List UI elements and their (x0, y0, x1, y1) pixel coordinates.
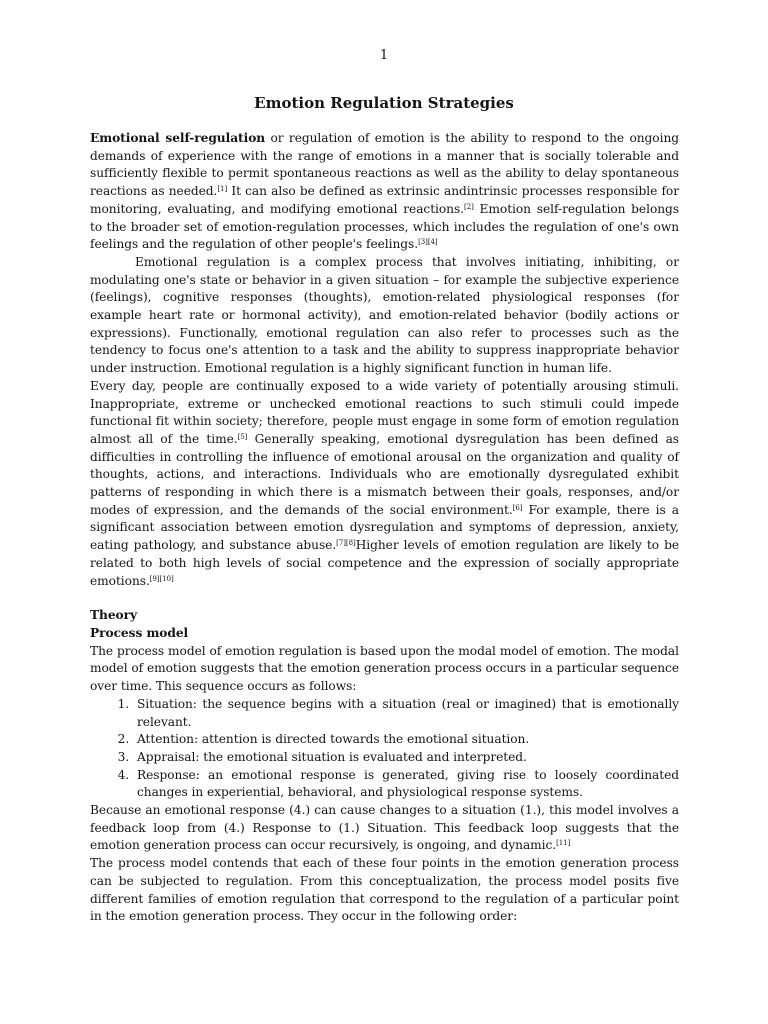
citation[interactable]: [1] (217, 185, 228, 194)
heading-process-model: Process model (90, 625, 189, 640)
page-number: 1 (379, 48, 389, 63)
paragraph-process-contends: The process model contends that each of these four points in the emotion generation process can be subjected to regulation. From this conceptualization, the process model posits five different families of emotion regulation that correspond to the regulation of a particular point in the emotion generation process. They occur in the following order: (90, 856, 679, 924)
citation[interactable]: [3][4] (418, 238, 438, 247)
citation[interactable]: [6] (512, 503, 523, 512)
document-body (90, 130, 679, 926)
citation[interactable]: [7][8] (336, 539, 356, 548)
document-title: Emotion Regulation Strategies (254, 94, 514, 112)
sequence-list (90, 696, 679, 802)
list-item: 4. Response: an emotional response is generated, giving rise to loosely coordinated changes in experiential, behavioral, and physiological response systems. (133, 767, 679, 802)
citation[interactable]: [5] (237, 432, 248, 441)
term-emotional-self-regulation: Emotional self-regulation (90, 131, 266, 145)
heading-theory: Theory (90, 608, 138, 623)
citation[interactable]: [2] (464, 202, 474, 211)
paragraph-stimuli: Every day, people are continually exposed to a wide variety of potentially arousing stimuli. Inappropriate, extreme or unchecked emotional reactions to such stimuli could impede functional fit within society; therefore, people must engage in some form of emotion regulation almost all of the time.[5] Generally speaking, emotional dysregulation has been defined as difficulties in controlling the influence of emotional arousal on the organization and quality of thoughts, actions, and interactions. Individuals who are emotionally dysregulated exhibit patterns of responding in which there is a mismatch between their goals, responses, and/or modes of expression, and the demands of the social environment.[6] For example, there is a significant association between emotion dysregulation and symptoms of depression, anxiety, eating pathology, and substance abuse.[7][8]Higher levels of emotion regulation are likely to be related to both high levels of social competence and the expression of socially appropriate emotions.[9][10] (90, 378, 679, 588)
citation[interactable]: [9][10] (149, 574, 174, 583)
list-item: 1. Situation: the sequence begins with a situation (real or imagined) that is emotionally relevant. (133, 696, 679, 731)
paragraph-complex-process: Emotional regulation is a complex process that involves initiating, inhibiting, or modulating one's state or behavior in a given situation – for example the subjective experience (feelings), cognitive responses (thoughts), emotion-related physiological responses (for example heart rate or hormonal activity), and emotion-related behavior (bodily actions or expressions). Functionally, emotional regulation can also refer to processes such as the tendency to focus one's attention to a task and the ability to suppress inappropriate behavior under instruction. Emotional regulation is a highly significant function in human life. (90, 254, 679, 376)
paragraph-intro: Emotional self-regulation or regulation of emotion is the ability to respond to the ongoing demands of experience with the range of emotions in a manner that is socially tolerable and sufficiently flexible to permit spontaneous reactions as well as the ability to delay spontaneous reactions as needed.[1] It can also be defined as extrinsic andintrinsic processes responsible for monitoring, evaluating, and modifying emotional reactions.[2] Emotion self-regulation belongs to the broader set of emotion-regulation processes, which includes the regulation of one's own feelings and the regulation of other people's feelings.[3][4] (90, 131, 679, 252)
paragraph-modal-model: The process model of emotion regulation is based upon the modal model of emotion. The modal model of emotion suggests that the emotion generation process occurs in a particular sequence over time. This sequence occurs as follows: (90, 643, 679, 694)
paragraph-feedback-loop: Because an emotional response (4.) can cause changes to a situation (1.), this model involves a feedback loop from (4.) Response to (1.) Situation. This feedback loop suggests that the emotion generation process can occur recursively, is ongoing, and dynamic.[11] (90, 803, 679, 853)
list-item: 2. Attention: attention is directed towards the emotional situation. (133, 731, 679, 749)
citation[interactable]: [11] (556, 839, 571, 848)
list-item: 3. Appraisal: the emotional situation is evaluated and interpreted. (133, 749, 679, 767)
